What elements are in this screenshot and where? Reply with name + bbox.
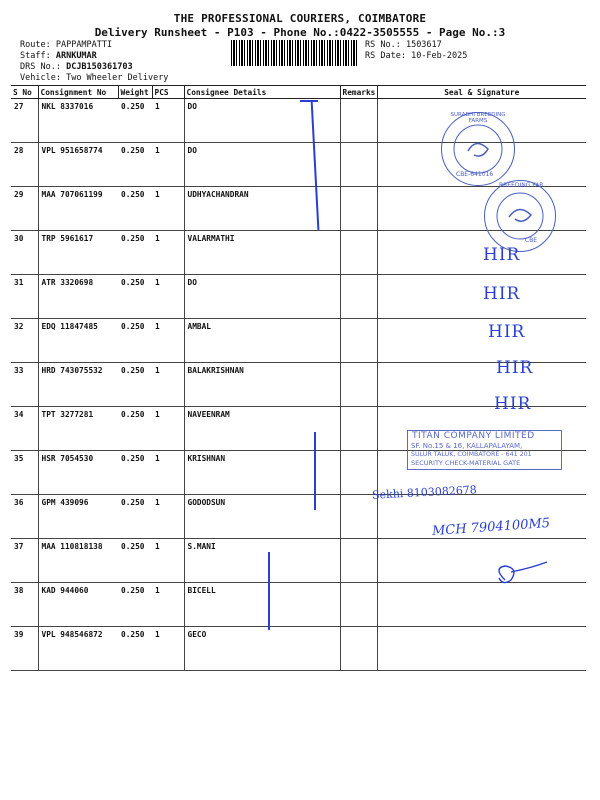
signature-hir-4: HIR xyxy=(496,358,534,378)
col-consignment: Consignment No xyxy=(38,86,118,99)
rs-date-value: 10-Feb-2025 xyxy=(411,51,468,61)
titan-stamp-line2: SF. No.15 & 16, KALLAPALAYAM, xyxy=(411,442,523,450)
cell-remarks xyxy=(340,319,377,363)
cell-weight: 0.250 xyxy=(118,275,152,319)
cell-pcs: 1 xyxy=(152,187,184,231)
drs-line xyxy=(20,62,168,73)
col-remarks: Remarks xyxy=(340,86,377,99)
cell-consignee: NAVEENRAM xyxy=(184,407,340,451)
cell-consignee: AMBAL xyxy=(184,319,340,363)
cell-consignee: DO xyxy=(184,275,340,319)
staff-value: ARNKUMAR xyxy=(55,51,97,61)
signature-row-37: MCH 7904100M5 xyxy=(431,515,551,540)
cell-weight: 0.250 xyxy=(118,495,152,539)
signature-row-36: Sekhi 8103082678 xyxy=(371,483,478,502)
col-consignee: Consignee Details xyxy=(184,86,340,99)
cell-remarks xyxy=(340,143,377,187)
cell-pcs: 1 xyxy=(152,319,184,363)
cell-consignment: TPT 3277281 xyxy=(38,407,118,451)
surabhi-stamp-2 xyxy=(484,180,556,252)
cell-sno: 35 xyxy=(11,451,38,495)
cell-consignment: HSR 7054530 xyxy=(38,451,118,495)
cell-seal xyxy=(377,627,586,671)
rs-date-line xyxy=(365,51,467,62)
ink-bracket-mid xyxy=(314,432,316,510)
cell-consignee: DO xyxy=(184,143,340,187)
stamp-2-name: BREEDING FAR xyxy=(499,182,544,189)
cell-sno: 27 xyxy=(11,99,38,143)
stamp-1-location: CBE-641016 xyxy=(456,171,494,178)
col-seal-signature: Seal & Signature xyxy=(377,86,586,99)
cell-consignment: NKL 8337016 xyxy=(38,99,118,143)
signature-hir-3: HIR xyxy=(488,322,526,342)
runsheet-info-left xyxy=(20,40,168,84)
cell-remarks xyxy=(340,407,377,451)
titan-stamp-line4: SECURITY CHECK-MATERIAL GATE xyxy=(411,459,521,467)
cell-remarks xyxy=(340,187,377,231)
seal-icon xyxy=(485,181,555,251)
cell-consignee: BICELL xyxy=(184,583,340,627)
cell-weight: 0.250 xyxy=(118,407,152,451)
vehicle-line xyxy=(20,73,168,84)
cell-consignee: GODODSUN xyxy=(184,495,340,539)
cell-sno: 28 xyxy=(11,143,38,187)
cell-remarks xyxy=(340,363,377,407)
cell-consignment: TRP 5961617 xyxy=(38,231,118,275)
cell-consignment: VPL 948546872 xyxy=(38,627,118,671)
cell-consignee: DO xyxy=(184,99,340,143)
cell-seal xyxy=(377,319,586,363)
vehicle-value: Two Wheeler Delivery xyxy=(66,73,169,83)
cell-sno: 31 xyxy=(11,275,38,319)
drs-value: DCJB150361703 xyxy=(66,62,133,72)
cell-consignment: MAA 110818138 xyxy=(38,539,118,583)
cell-weight: 0.250 xyxy=(118,451,152,495)
cell-weight: 0.250 xyxy=(118,583,152,627)
route-line xyxy=(20,40,168,51)
cell-remarks xyxy=(340,627,377,671)
cell-pcs: 1 xyxy=(152,143,184,187)
cell-sno: 29 xyxy=(11,187,38,231)
ink-bracket-bottom xyxy=(268,552,270,630)
cell-consignment: ATR 3320698 xyxy=(38,275,118,319)
table-header-row xyxy=(11,86,586,99)
cell-pcs: 1 xyxy=(152,627,184,671)
signature-hir-2: HIR xyxy=(483,284,521,304)
drs-label: DRS No.: xyxy=(20,62,61,72)
cell-consignee: S.MANI xyxy=(184,539,340,583)
cell-consignee: UDHYACHANDRAN xyxy=(184,187,340,231)
cell-weight: 0.250 xyxy=(118,319,152,363)
cell-weight: 0.250 xyxy=(118,539,152,583)
staff-label: Staff: xyxy=(20,51,51,61)
cell-consignment: KAD 944060 xyxy=(38,583,118,627)
barcode xyxy=(231,40,357,66)
cell-remarks xyxy=(340,275,377,319)
rs-no-line xyxy=(365,40,467,51)
col-weight: Weight xyxy=(118,86,152,99)
cell-sno: 39 xyxy=(11,627,38,671)
rs-date-label: RS Date: xyxy=(365,51,406,61)
cell-consignee: VALARMATHI xyxy=(184,231,340,275)
cell-sno: 38 xyxy=(11,583,38,627)
cell-pcs: 1 xyxy=(152,583,184,627)
cell-remarks xyxy=(340,231,377,275)
cell-sno: 37 xyxy=(11,539,38,583)
runsheet-subtitle: Delivery Runsheet - P103 - Phone No.:0422-3505555 - Page No.:3 xyxy=(94,26,506,39)
cell-consignee: BALAKRISHNAN xyxy=(184,363,340,407)
cell-consignee: GECO xyxy=(184,627,340,671)
rs-no-label: RS No.: xyxy=(365,40,401,50)
cell-weight: 0.250 xyxy=(118,99,152,143)
cell-consignment: HRD 743075532 xyxy=(38,363,118,407)
col-sno: S No xyxy=(11,86,38,99)
stamp-2-location: CBE xyxy=(525,237,538,244)
cell-weight: 0.250 xyxy=(118,187,152,231)
cell-pcs: 1 xyxy=(152,99,184,143)
titan-stamp-line1: TITAN COMPANY LIMITED xyxy=(412,431,535,441)
cell-sno: 36 xyxy=(11,495,38,539)
cell-consignment: GPM 439096 xyxy=(38,495,118,539)
rs-no-value: 1503617 xyxy=(405,40,442,50)
cell-consignment: VPL 951658774 xyxy=(38,143,118,187)
company-title: THE PROFESSIONAL COURIERS, COIMBATORE xyxy=(173,12,427,25)
cell-consignment: EDQ 11847485 xyxy=(38,319,118,363)
cell-consignment: MAA 707061199 xyxy=(38,187,118,231)
ink-bracket-top-hook xyxy=(300,100,318,102)
signature-hir-5: HIR xyxy=(494,394,532,414)
cell-sno: 33 xyxy=(11,363,38,407)
cell-weight: 0.250 xyxy=(118,627,152,671)
cell-weight: 0.250 xyxy=(118,143,152,187)
runsheet-info-right xyxy=(365,40,467,62)
cell-sno: 32 xyxy=(11,319,38,363)
cell-seal xyxy=(377,363,586,407)
route-value: PAPPAMPATTI xyxy=(55,40,113,50)
table-row xyxy=(11,627,586,671)
cell-remarks xyxy=(340,539,377,583)
cell-pcs: 1 xyxy=(152,539,184,583)
cell-sno: 34 xyxy=(11,407,38,451)
cell-weight: 0.250 xyxy=(118,231,152,275)
cell-pcs: 1 xyxy=(152,231,184,275)
titan-stamp-line3: SULUR TALUK, COIMBATORE - 641 201 xyxy=(411,450,532,458)
cell-pcs: 1 xyxy=(152,407,184,451)
cell-remarks xyxy=(340,99,377,143)
cell-pcs: 1 xyxy=(152,495,184,539)
cell-pcs: 1 xyxy=(152,363,184,407)
cell-pcs: 1 xyxy=(152,275,184,319)
cell-seal xyxy=(377,275,586,319)
col-pcs: PCS xyxy=(152,86,184,99)
cell-weight: 0.250 xyxy=(118,363,152,407)
vehicle-label: Vehicle: xyxy=(20,73,61,83)
staff-line xyxy=(20,51,168,62)
stamp-1-name: SURABHI BREEDING FARMS xyxy=(450,112,506,124)
cell-consignee: KRISHNAN xyxy=(184,451,340,495)
route-label: Route: xyxy=(20,40,51,50)
signature-scribble-icon xyxy=(475,558,550,590)
surabhi-stamp-1 xyxy=(441,112,515,186)
cell-pcs: 1 xyxy=(152,451,184,495)
cell-remarks xyxy=(340,583,377,627)
signature-hir-1: HIR xyxy=(483,245,521,265)
titan-company-stamp xyxy=(407,430,562,470)
cell-sno: 30 xyxy=(11,231,38,275)
